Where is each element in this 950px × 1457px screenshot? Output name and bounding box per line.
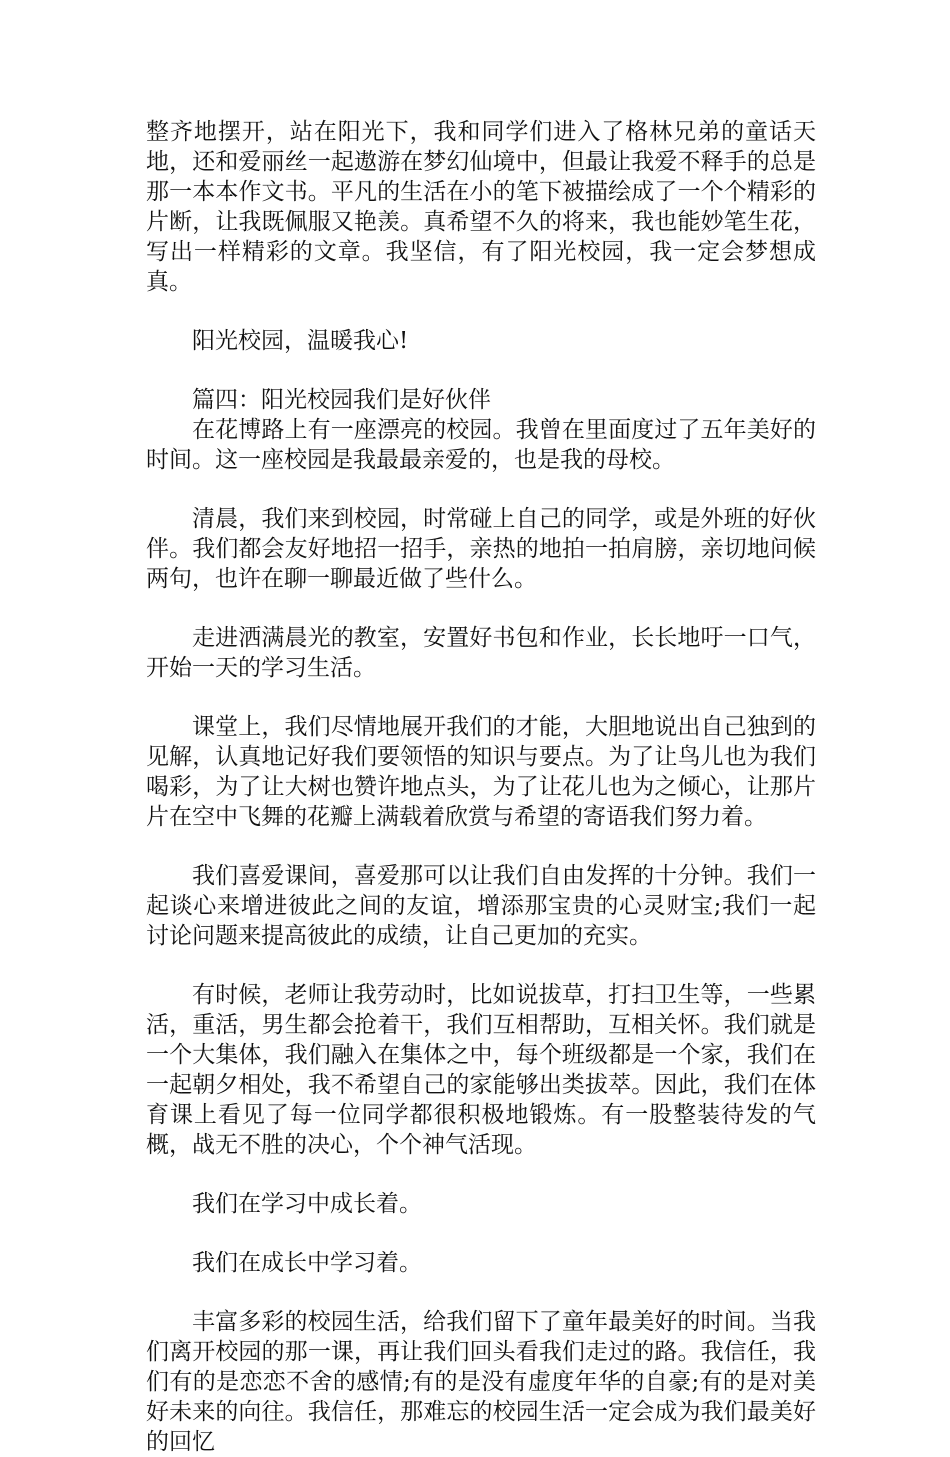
paragraph: 走进洒满晨光的教室，安置好书包和作业，长长地吁一口气，开始一天的学习生活。 bbox=[146, 625, 816, 681]
paragraph-closing-line: 阳光校园，温暖我心! bbox=[192, 328, 409, 354]
paragraph: 有时候，老师让我劳动时，比如说拔草，打扫卫生等，一些累活，重活，男生都会抢着干，我们互相帮助，互相关怀。我们就是一个大集体，我们融入在集体之中，每个班级都是一个家，我们在一起朝夕相处，我不希望自己的家能够出类拔萃。因此，我们在体育课上看见了每一位同学都很积极地锻炼。有一股整装待发的气概，战无不胜的决心，个个神气活现。 bbox=[146, 982, 816, 1158]
paragraph: 在花博路上有一座漂亮的校园。我曾在里面度过了五年美好的时间。这一座校园是我最最亲爱的，也是我的母校。 bbox=[146, 417, 816, 473]
paragraph: 课堂上，我们尽情地展开我们的才能，大胆地说出自己独到的见解，认真地记好我们要领悟的知识与要点。为了让鸟儿也为我们喝彩，为了让大树也赞许地点头，为了让花儿也为之倾心，让那片片在空中飞舞的花瓣上满载着欣赏与希望的寄语我们努力着。 bbox=[146, 714, 816, 830]
paragraph: 我们喜爱课间，喜爱那可以让我们自由发挥的十分钟。我们一起谈心来增进彼此之间的友谊，增添那宝贵的心灵财宝;我们一起讨论问题来提高彼此的成绩，让自己更加的充实。 bbox=[146, 863, 816, 949]
paragraph: 我们在成长中学习着。 bbox=[192, 1250, 422, 1276]
section-heading: 篇四：阳光校园我们是好伙伴 bbox=[192, 387, 491, 413]
paragraph: 我们在学习中成长着。 bbox=[192, 1191, 422, 1217]
paragraph-continued: 整齐地摆开，站在阳光下，我和同学们进入了格林兄弟的童话天地，还和爱丽丝一起遨游在梦幻仙境中，但最让我爱不释手的总是那一本本作文书。平凡的生活在小的笔下被描绘成了一个个精彩的片断，让我既佩服又艳羡。真希望不久的将来，我也能妙笔生花，写出一样精彩的文章。我坚信，有了阳光校园，我一定会梦想成真。 bbox=[146, 119, 816, 295]
paragraph: 丰富多彩的校园生活，给我们留下了童年最美好的时间。当我们离开校园的那一课，再让我们回头看我们走过的路。我信任，我们有的是恋恋不舍的感情;有的是没有虚度年华的自豪;有的是对美好未来的向往。我信任，那难忘的校园生活一定会成为我们最美好的回忆 bbox=[146, 1309, 816, 1455]
paragraph: 清晨，我们来到校园，时常碰上自己的同学，或是外班的好伙伴。我们都会友好地招一招手，亲热的地拍一拍肩膀，亲切地问候两句，也许在聊一聊最近做了些什么。 bbox=[146, 506, 816, 592]
document-body bbox=[146, 117, 816, 1457]
